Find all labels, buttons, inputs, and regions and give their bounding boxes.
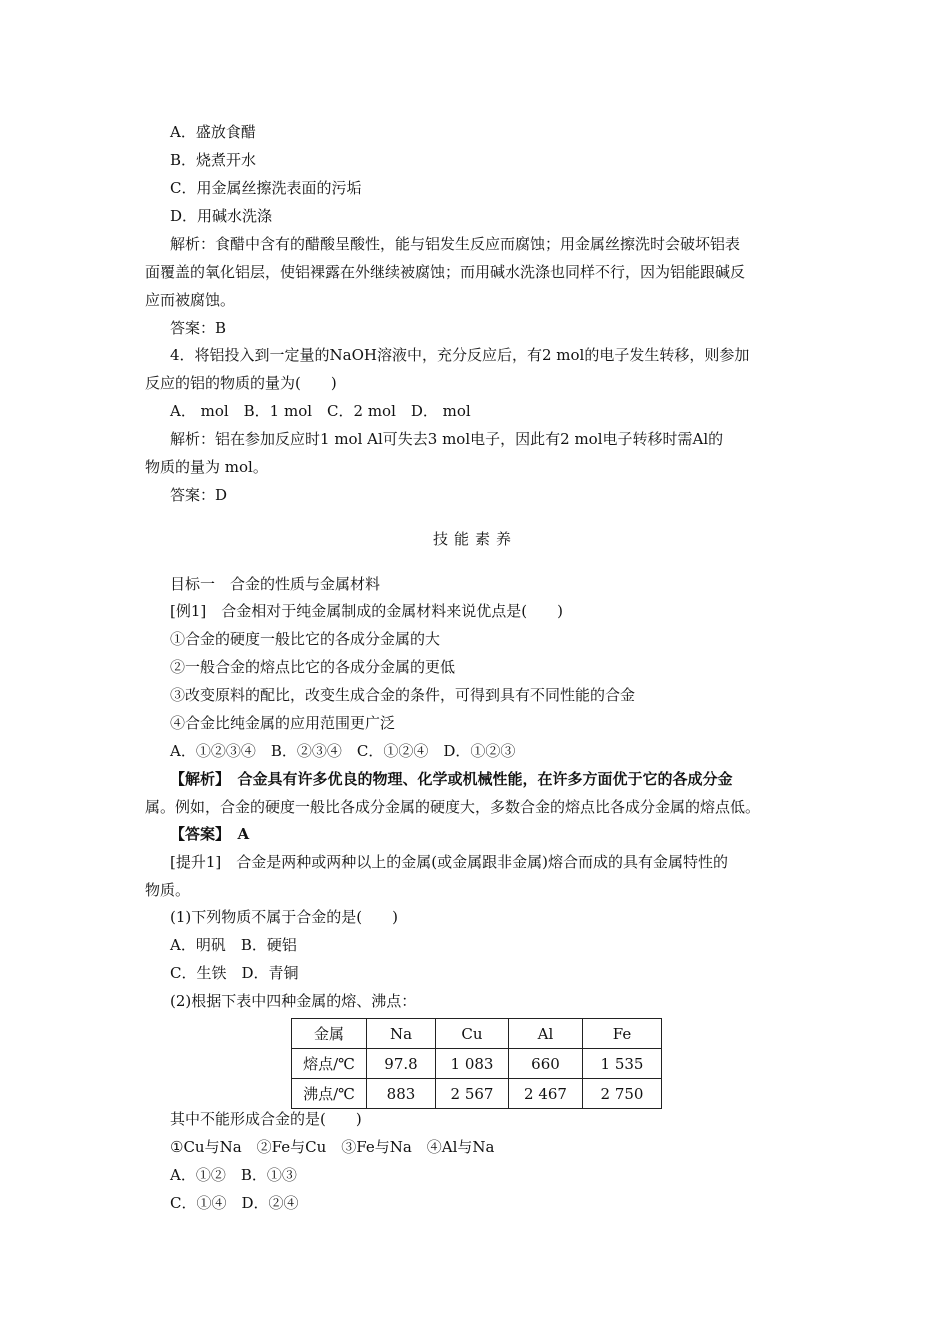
analysis-4-line-2: 物质的量为 mol。 <box>145 458 268 476</box>
example-1-answer: 【答案】 A <box>170 825 250 843</box>
question-4-line-1: 4．将铝投入到一定量的NaOH溶液中，充分反应后，有2 mol的电子发生转移，则参加 <box>170 346 750 364</box>
option-c: C．用金属丝擦洗表面的污垢 <box>170 179 362 197</box>
table-question: 其中不能形成合金的是( ) <box>170 1110 362 1128</box>
table-header-cell: Na <box>367 1019 436 1049</box>
table-cell: 97.8 <box>367 1049 436 1079</box>
question-4-line-2: 反应的铝的物质的量为( ) <box>145 374 337 392</box>
question-4-options: A． mol B．1 mol C．2 mol D． mol <box>170 402 471 420</box>
table-header-cell: Fe <box>583 1019 662 1049</box>
pair-options-cd: C．①④ D．②④ <box>170 1194 299 1212</box>
analysis-line-1: 解析：食醋中含有的醋酸呈酸性，能与铝发生反应而腐蚀；用金属丝擦洗时会破坏铝表 <box>170 235 741 253</box>
statement-1: ①合金的硬度一般比它的各成分金属的大 <box>170 630 441 648</box>
example-1-analysis-line-2: 属。例如，合金的硬度一般比各成分金属的硬度大，多数合金的熔点比各成分金属的熔点低。 <box>145 798 761 816</box>
analysis-line-2: 面覆盖的氧化铝层，使铝裸露在外继续被腐蚀；而用碱水洗涤也同样不行，因为铝能跟碱反 <box>145 263 746 281</box>
target-heading: 目标一 合金的性质与金属材料 <box>170 575 381 593</box>
statement-4: ④合金比纯金属的应用范围更广泛 <box>170 714 396 732</box>
statement-3: ③改变原料的配比，改变生成合金的条件，可得到具有不同性能的合金 <box>170 686 636 704</box>
improve-1-line-1: [提升1] 合金是两种或两种以上的金属(或金属跟非金属)熔合而成的具有金属特性的 <box>170 853 728 871</box>
table-cell: 沸点/℃ <box>292 1079 367 1109</box>
table-cell: 660 <box>509 1049 583 1079</box>
sub-question-2: (2)根据下表中四种金属的熔、沸点： <box>170 992 417 1010</box>
table-row <box>292 1049 662 1079</box>
statement-2: ②一般合金的熔点比它的各成分金属的更低 <box>170 658 456 676</box>
analysis-line-3: 应而被腐蚀。 <box>145 291 236 309</box>
example-1-question: [例1] 合金相对于纯金属制成的金属材料来说优点是( ) <box>170 602 563 620</box>
answer-line: 答案：B <box>170 319 227 337</box>
table-header-cell: 金属 <box>292 1019 367 1049</box>
analysis-4-line-1: 解析：铝在参加反应时1 mol Al可失去3 mol电子，因此有2 mol电子转移时需Al的 <box>170 430 724 448</box>
sub-question-1-options-cd: C．生铁 D．青铜 <box>170 964 299 982</box>
improve-1-line-2: 物质。 <box>145 881 191 899</box>
table-cell: 1 083 <box>436 1049 509 1079</box>
sub-question-1: (1)下列物质不属于合金的是( ) <box>170 908 398 926</box>
metal-properties-table <box>291 1018 662 1109</box>
example-1-options: A．①②③④ B．②③④ C．①②④ D．①②③ <box>170 742 516 760</box>
option-a: A．盛放食醋 <box>170 123 256 141</box>
option-d: D．用碱水洗涤 <box>170 207 273 225</box>
example-1-analysis-line-1: 【解析】 合金具有许多优良的物理、化学或机械性能，在许多方面优于它的各成分金 <box>170 770 733 788</box>
table-cell: 1 535 <box>583 1049 662 1079</box>
table-header-cell: Cu <box>436 1019 509 1049</box>
table-header-row <box>292 1019 662 1049</box>
answer-4-line: 答案：D <box>170 486 228 504</box>
table-cell: 2 567 <box>436 1079 509 1109</box>
table-cell: 2 750 <box>583 1079 662 1109</box>
section-title: 技能素养 <box>432 530 517 548</box>
table-row <box>292 1079 662 1109</box>
pair-options-ab: A．①② B．①③ <box>170 1166 297 1184</box>
option-b: B．烧煮开水 <box>170 151 257 169</box>
table-cell: 2 467 <box>509 1079 583 1109</box>
table-header-cell: Al <box>509 1019 583 1049</box>
pair-list: ①Cu与Na ②Fe与Cu ③Fe与Na ④Al与Na <box>170 1138 495 1156</box>
table-cell: 熔点/℃ <box>292 1049 367 1079</box>
table-cell: 883 <box>367 1079 436 1109</box>
sub-question-1-options-ab: A．明矾 B．硬铝 <box>170 936 297 954</box>
